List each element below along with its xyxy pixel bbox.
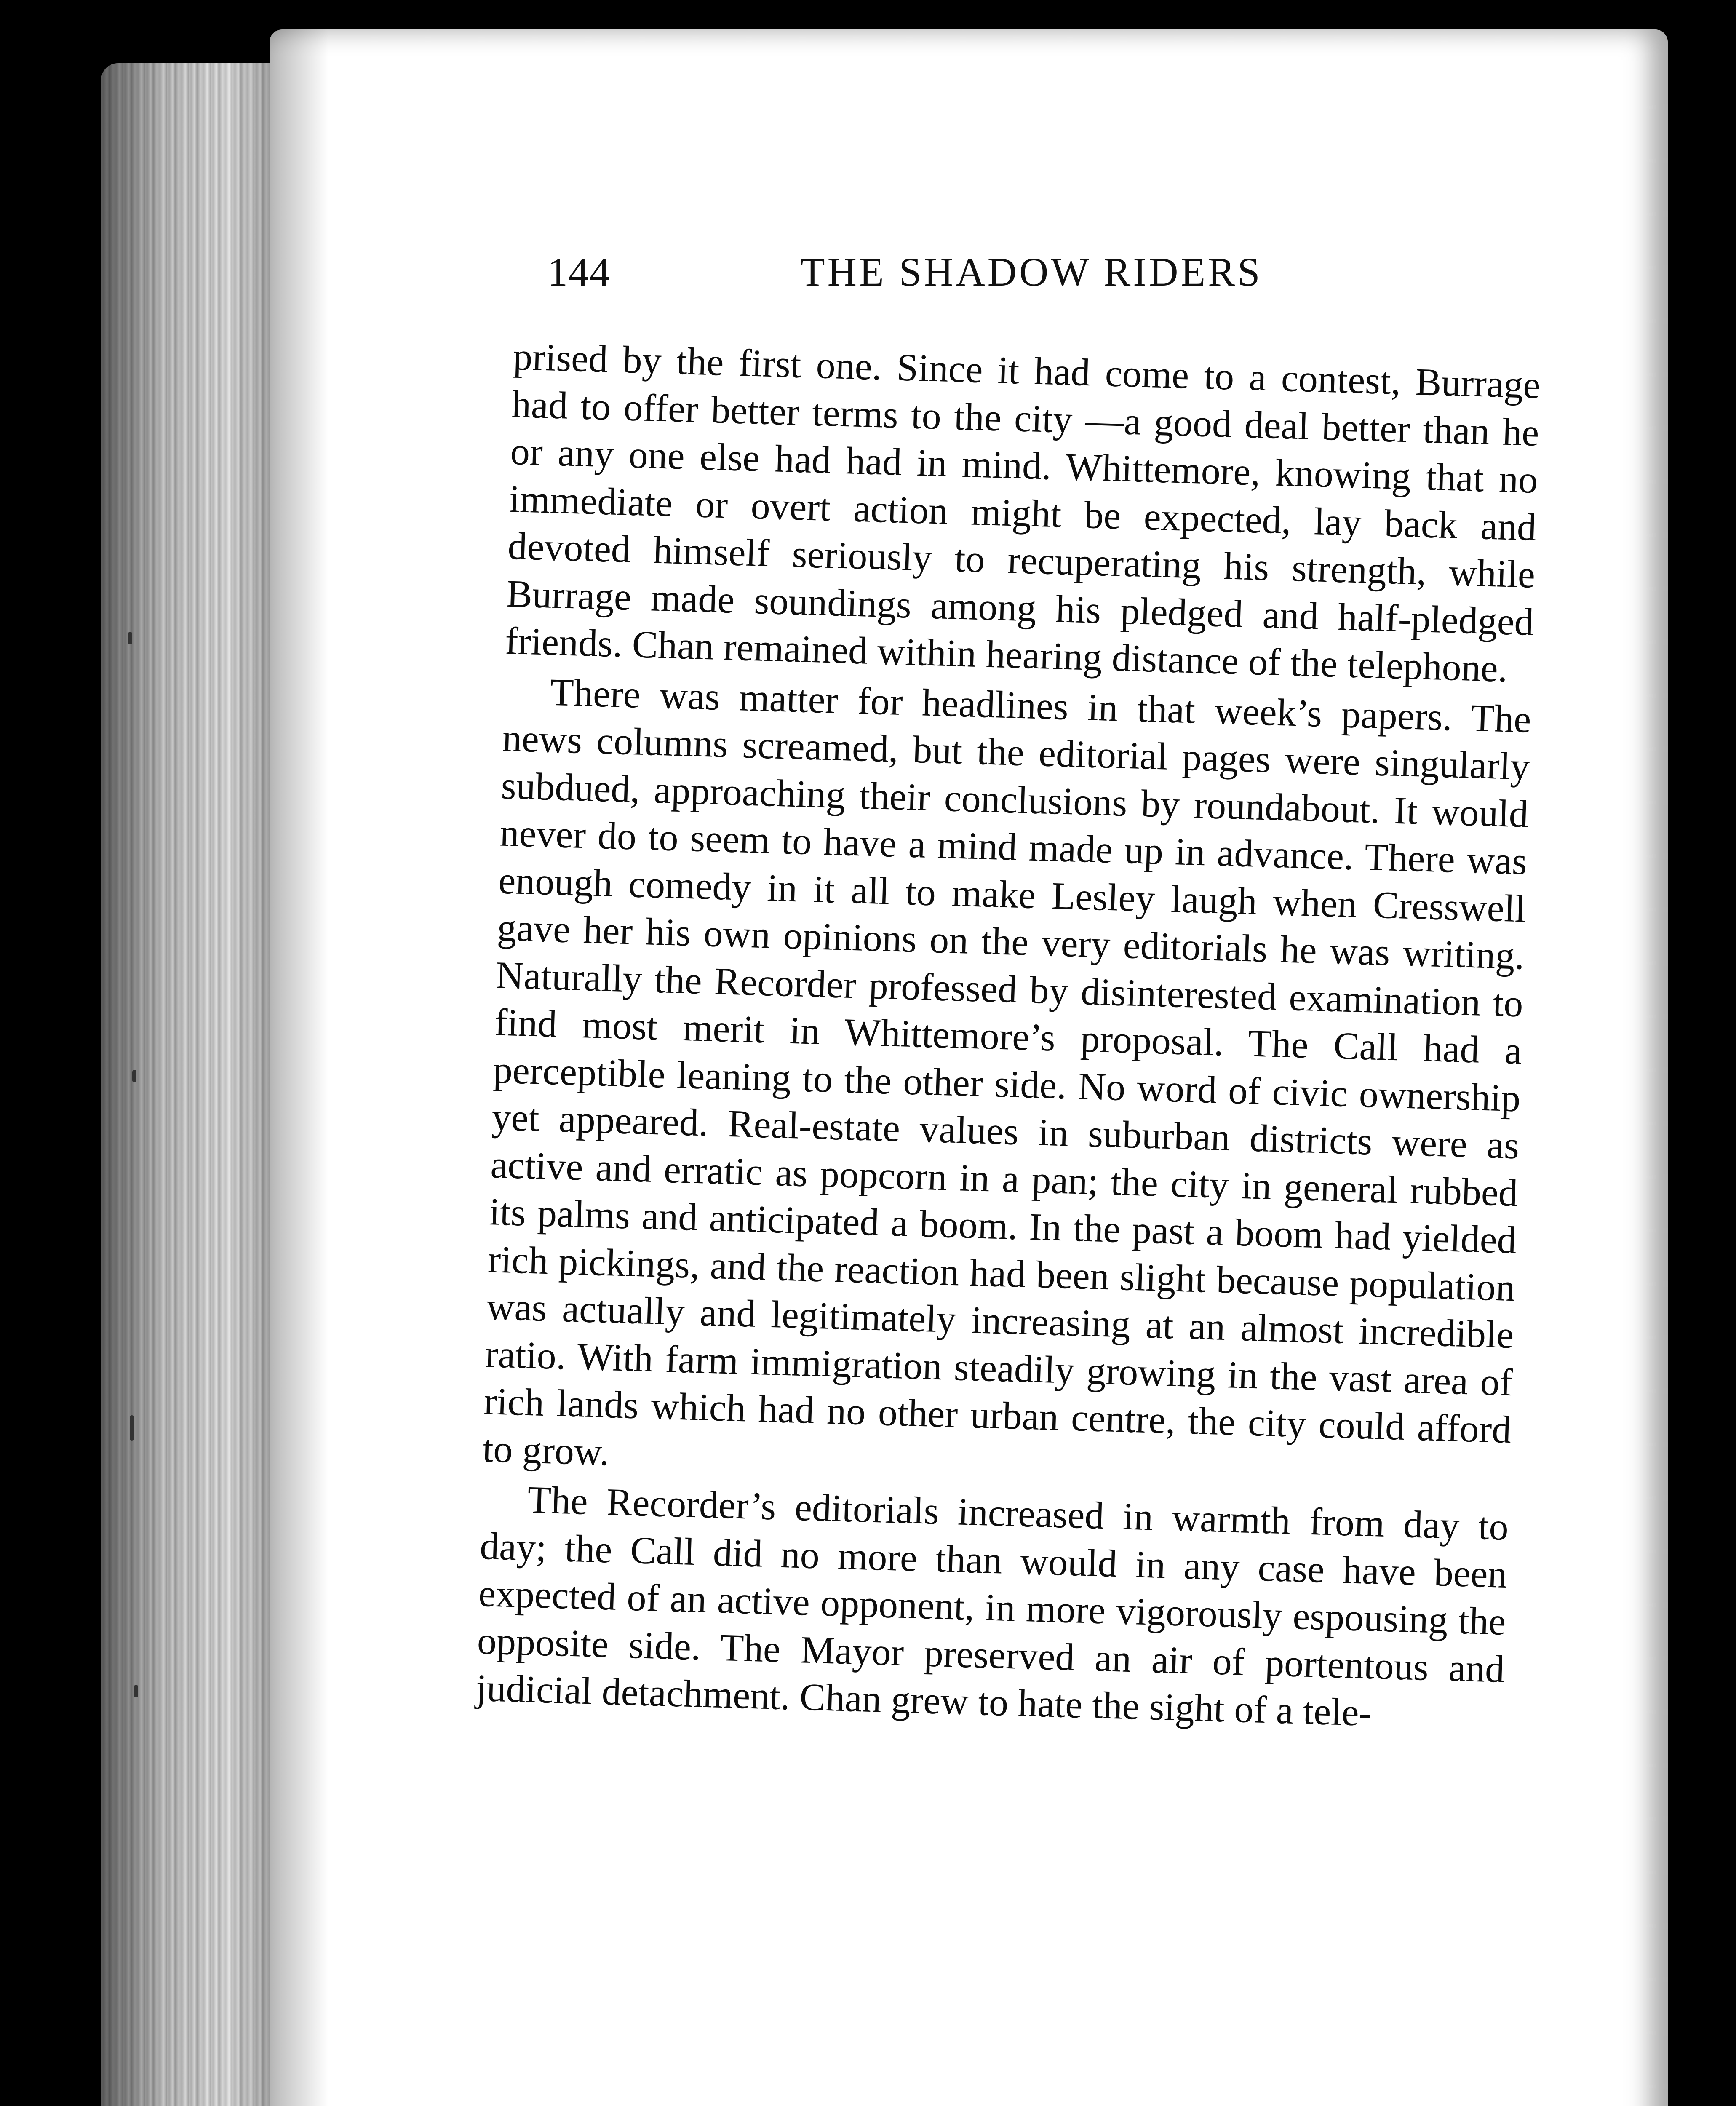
scan-specks: [126, 632, 143, 1980]
page-number: 144: [548, 249, 611, 294]
paragraph-1: prised by the first one. Since it had come to a contest, Burrage had to offer better terms to the city —a good deal better than he or any one else had had in mind. Whittemore, knowing that no immediate or overt action might be expected, lay back and devoted himself seriously to recuperating his strength, while Burrage made soundings among his pledged and half-pledged friends. Chan remained within hearing distance of the telephone.: [505, 334, 1541, 690]
body-text: [475, 333, 1541, 1740]
page-header: [548, 249, 1335, 303]
paragraph-2: There was matter for headlines in that week’s papers. The news columns screamed, but the editorial pages were singularly subdued, approaching their conclusions by roundabout. It would never do to seem to have a mind made up in advance. There was enough comedy in it all to make Lesley laugh when Cresswell gave her his own opinions on the very editorials he was writing. Naturally the Recorder professed by disinterested examination to find most merit in Whittemore’s proposal. The Call had a perceptible leaning to the other side. No word of civic ownership yet appeared. Real-estate values in suburban districts were as active and erratic as popcorn in a pan; the city in general rubbed its palms and anticipated a boom. In the past a boom had yielded rich pickings, and the reaction had been slight because population was actually and legitimately increasing at an almost incredible ratio. With farm immigration steadily growing in the vast area of rich lands which had no other urban centre, the city could afford to grow.: [482, 670, 1532, 1473]
paragraph-3: The Recorder’s editorials increased in warmth from day to day; the Call did no more than would in any case have been expected of an active opponent, in more vigorously espousing the opposite side. The Mayor preserved an air of portentous and judicial detachment. Chan grew to hate the sight of a tele-: [475, 1478, 1509, 1735]
speck: [132, 1070, 136, 1082]
page-gutter-shadow: [270, 29, 329, 2106]
speck: [130, 1415, 134, 1441]
speck: [134, 1685, 138, 1697]
speck: [128, 632, 132, 644]
scan-right-margin: [1668, 0, 1736, 2106]
running-head: THE SHADOW RIDERS: [800, 249, 1263, 294]
